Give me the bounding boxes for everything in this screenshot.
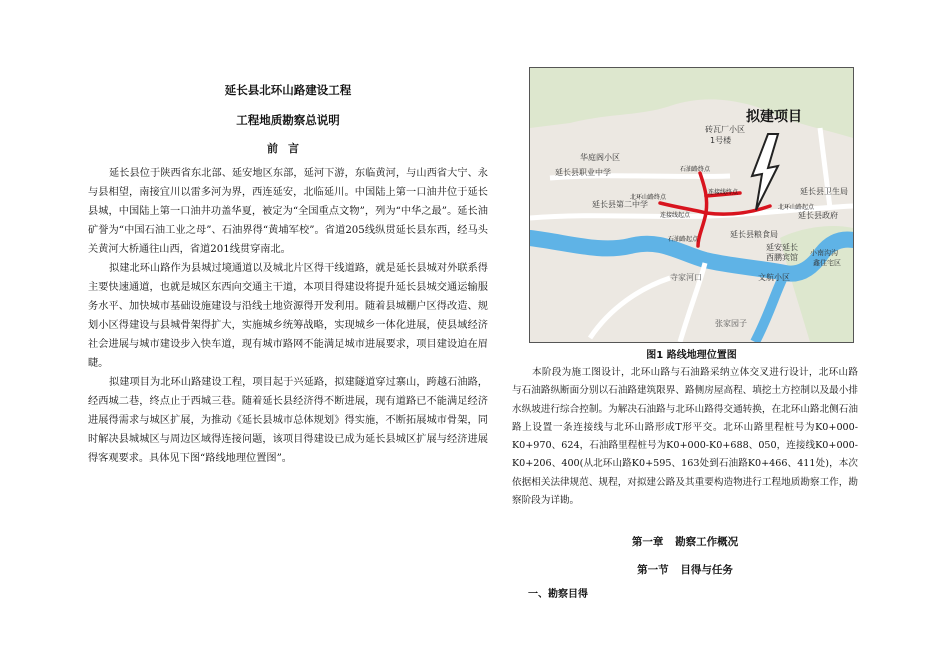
document-subtitle: 工程地质勘察总说明 xyxy=(236,113,340,127)
place-hotel-b: 酉鹏宾馆 xyxy=(766,253,798,262)
place-xiaozhaigou-a: 小南沟沟 xyxy=(810,249,838,257)
preface-paragraph-2: 拟建北环山路作为县城过境通道以及城北片区得干线道路，就是延长县城对外联系得主要快速通道，也就是城区东西向交通主干道，本项目得建设将提升延长县城交通运输服务水平、加快城市基础设施建设与沿线土地资源得开发利用。随着县城棚户区得改造、规划小区得建设与县城骨架得扩大，实施城乡统筹战略，实现城乡一体化进展，使县域经济社会进展与城市建设步入快车道，现有城市路网不能满足城市进展要求，项目建设迫在眉睫。 xyxy=(88,263,488,369)
route-label-shiyou-start: 石油路起点 xyxy=(668,236,699,243)
place-health-bureau: 延长县卫生局 xyxy=(800,187,848,196)
preface-paragraph-3: 拟建项目为北环山路建设工程，项目起于兴延路，拟建隧道穿过寨山，跨越石油路，经西城二巷，终点止于西城三巷。随着延长县经济得不断进展，现有道路已不能满足经济进展得需求与城区扩展，为推动《延长县城市总体规划》得实施，不断拓展城市骨架，同时解决县城城区与周边区域得连接问题，该项目得建设已成为延长县城区扩展与经济进展得客观要求。具体见下图“路线地理位置图”。 xyxy=(88,377,488,464)
design-stage-paragraph: 本阶段为施工图设计，北环山路与石油路采纳立体交叉进行设计，北环山路与石油路纵断面分别以石油路建筑限界、路侧房屋高程、填挖土方控制以及最小排水纵坡进行综合控制。为解决石油路与北环山路得交通转换，在北环山路北侧石油路上设置一条连接线与北环山路形成T形平交。北环山路里程桩号为K0+000-K0+970、624，石油路里程桩号为K0+000-K0+688、050，连接线K0+000-K0+206、400(从北环山路K0+595、163处到石油路K0+466、411处)，本次依据相关法律规范、规程，对拟建公路及其重要构造物进行工程地质勘察工作，勘察阶段为详勘。 xyxy=(512,367,858,507)
place-gov: 延长县政府 xyxy=(798,211,838,220)
document-title: 延长县北环山路建设工程 xyxy=(224,83,352,97)
preface-paragraph-1: 延长县位于陕西省东北部、延安地区东部，延河下游，东临黄河，与山西省大宁、永与县相望，南接宜川以雷多河为界，西连延安，北临延川。中国陆上第一口油井位于延长县城，中国陆上第一口油井功盖华夏，被定为“全国重点文物”，列为“中华之最”。延长油矿誉为“中国石油工业之母”、石油界得“黄埔军校”。省道205线纵贯延长县东西，经马头关黄河大桥通往山西，省道201线贯穿南北。 xyxy=(88,168,488,255)
route-label-shiyou-end: 石油路终点 xyxy=(680,166,711,173)
place-zhuanwa: 砖瓦厂小区 xyxy=(705,125,745,134)
route-label-link-start: 连接线起点 xyxy=(660,212,691,219)
section-heading: 第一节 目得与任务 xyxy=(637,564,733,576)
place-wenhang: 文航小区 xyxy=(758,273,790,282)
chapter-heading: 第一章 勘察工作概况 xyxy=(631,536,739,548)
route-label-link-end: 连接线终点 xyxy=(708,189,739,196)
project-label: 拟建项目 xyxy=(746,109,802,125)
place-hotel-a: 延安延长 xyxy=(766,243,798,252)
place-building1: 1号楼 xyxy=(710,136,732,145)
figure-caption: 图1 路线地理位置图 xyxy=(646,350,737,361)
route-location-map xyxy=(529,67,854,343)
place-vocational: 延长县职业中学 xyxy=(555,168,611,177)
place-zhangjiayuanzi: 张家园子 xyxy=(715,319,747,328)
preface-heading: 前言 xyxy=(267,142,309,155)
route-label-north-begin: 北环山路起点 xyxy=(778,204,815,211)
place-xiaozhaigou-b: 鑫住宅区 xyxy=(813,259,841,267)
place-grain-bureau: 延长县粮食局 xyxy=(730,230,778,239)
route-label-north-start: 北环山路终点 xyxy=(630,194,667,201)
right-column-text xyxy=(512,364,858,510)
place-sijiahekou: 寺家河口 xyxy=(670,273,702,282)
left-column xyxy=(88,82,488,468)
subsection-heading: 一、勘察目得 xyxy=(528,589,588,600)
place-second-middle: 延长县第二中学 xyxy=(592,200,648,209)
place-huatingge: 华庭阁小区 xyxy=(580,153,620,162)
